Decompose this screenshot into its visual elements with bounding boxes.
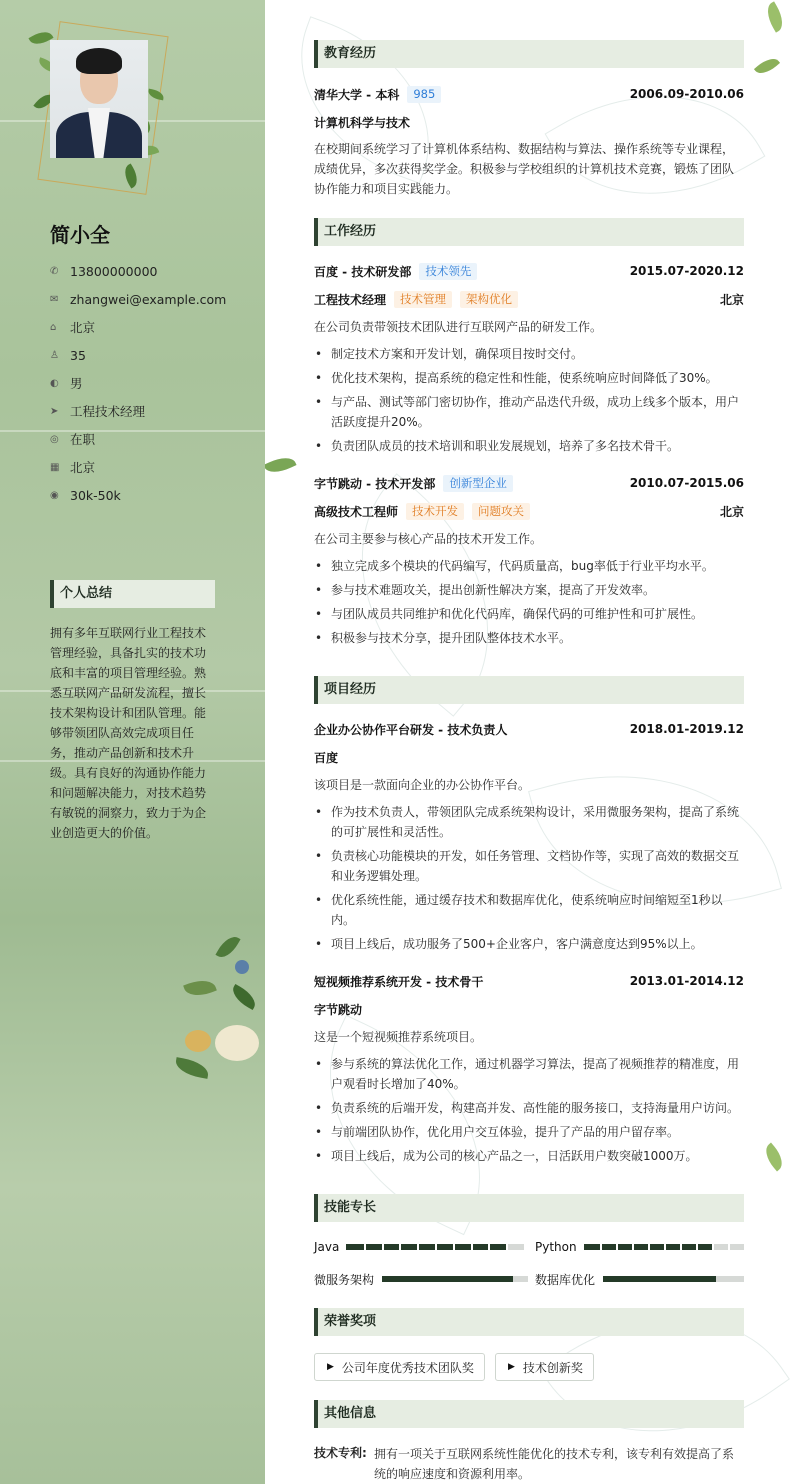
skill-bar-separator — [648, 1244, 650, 1250]
job-1-role-row — [314, 289, 744, 309]
job-2-role-tag: 问题攻关 — [472, 503, 530, 520]
job-1-company: 百度 - 技术研发部 — [314, 264, 412, 279]
job-1-bullet: • 优化技术架构，提高系统的稳定性和性能，使系统响应时间降低了30%。 — [314, 369, 744, 389]
skill-java — [314, 1237, 339, 1257]
award-label: 技术创新奖 — [522, 1360, 583, 1375]
skill-bar-separator — [453, 1244, 455, 1250]
job-1-bullet: • 制定技术方案和开发计划，确保项目按时交付。 — [314, 345, 744, 365]
info-salary — [50, 481, 250, 509]
project-2-bullet: • 参与系统的算法优化工作，通过机器学习算法，提高了视频推荐的精准度，用户观看时长增加了40%。 — [314, 1055, 744, 1094]
home-icon: ⌂ — [50, 321, 57, 333]
project-2-summary: 这是一个短视频推荐系统项目。 — [314, 1030, 483, 1044]
job-1-bullet: • 与产品、测试等部门密切协作，推动产品迭代升级，成功上线多个版本，用户活跃度提升20%。 — [314, 393, 744, 432]
job-2-company-tag: 创新型企业 — [443, 475, 513, 492]
status-icon: ◎ — [50, 433, 59, 445]
skill-bar-separator — [488, 1244, 490, 1250]
skill-bar-separator — [696, 1244, 698, 1250]
job-2-bullet: • 参与技术难题攻关，提出创新性解决方案，提高了开发效率。 — [314, 581, 744, 601]
job-1-date: 2015.07-2020.12 — [629, 264, 744, 278]
job-2-company: 字节跳动 - 技术开发部 — [314, 476, 436, 491]
job-1-summary: 在公司负责带领技术团队进行互联网产品的研发工作。 — [314, 320, 603, 334]
job-2-role-row — [314, 501, 744, 521]
skills-heading: 技能专长 — [314, 1194, 744, 1222]
info-city-text: 北京 — [70, 460, 96, 475]
flower-decoration — [175, 930, 265, 1090]
skill-bar-separator — [382, 1244, 384, 1250]
skill-db-optimization-bar — [603, 1276, 744, 1282]
info-email-text: zhangwei@example.com — [70, 291, 227, 307]
info-gender — [50, 369, 250, 397]
email-icon: ✉ — [50, 293, 59, 305]
job-2-summary: 在公司主要参与核心产品的技术开发工作。 — [314, 532, 543, 546]
education-date: 2006.09-2010.06 — [629, 87, 744, 101]
skill-bar-separator — [728, 1244, 730, 1250]
skill-bar-separator — [712, 1244, 714, 1250]
education-desc: 在校期间系统学习了计算机体系结构、数据结构与算法、操作系统等专业课程，成绩优异，多次获得奖学金。积极参与学校组织的计算机技术竞赛，锻炼了团队协作能力和项目实践能力。 — [314, 142, 735, 196]
skill-bar-separator — [399, 1244, 401, 1250]
project-2-bullet: • 负责系统的后端开发，构建高并发、高性能的服务接口，支持海量用户访问。 — [314, 1099, 744, 1119]
school-name: 清华大学 - 本科 — [314, 87, 400, 102]
summary-heading: 个人总结 — [50, 580, 215, 608]
job-2-city: 北京 — [719, 504, 744, 519]
education-row — [314, 84, 744, 104]
job-2-role: 高级技术工程师 — [314, 504, 399, 519]
project-1-summary: 该项目是一款面向企业的办公协作平台。 — [314, 778, 531, 792]
phone-icon: ✆ — [50, 265, 59, 277]
info-gender-text: 男 — [70, 376, 83, 391]
skill-bar-separator — [600, 1244, 602, 1250]
school-tag: 985 — [407, 86, 441, 103]
skill-microservices — [314, 1269, 374, 1289]
info-position — [50, 397, 250, 425]
info-status-text: 在职 — [70, 432, 96, 447]
main-content — [265, 0, 794, 1484]
job-1-role-tag: 技术管理 — [394, 291, 452, 308]
position-icon: ➤ — [50, 405, 59, 417]
job-1-header — [314, 261, 744, 281]
job-1-role: 工程技术经理 — [314, 292, 387, 307]
project-1-bullet: • 项目上线后，成功服务了500+企业客户，客户满意度达到95%以上。 — [314, 935, 744, 955]
award-item — [495, 1353, 594, 1381]
major-row — [314, 112, 744, 132]
project-2-org-row — [314, 999, 744, 1019]
info-city — [50, 453, 250, 481]
project-1-name: 企业办公协作平台研发 - 技术负责人 — [314, 722, 508, 737]
skill-label: Python — [535, 1240, 577, 1254]
sidebar — [0, 0, 265, 1484]
job-2-header — [314, 473, 744, 493]
project-1-bullet: • 优化系统性能，通过缓存技术和数据库优化，使系统响应时间缩短至1秒以内。 — [314, 891, 744, 930]
project-2-bullet: • 与前端团队协作，优化用户交互体验，提升了产品的用户留存率。 — [314, 1123, 744, 1143]
job-1-company-tag: 技术领先 — [419, 263, 477, 280]
info-age-text: 35 — [70, 347, 86, 363]
project-1-org: 百度 — [314, 750, 339, 765]
project-2-bullet: • 项目上线后，成为公司的核心产品之一，日活跃用户数突破1000万。 — [314, 1147, 744, 1167]
info-phone — [50, 257, 250, 285]
summary-text: 拥有多年互联网行业工程技术管理经验，具备扎实的技术功底和丰富的项目管理经验。熟悉互联网产品研发流程，擅长技术架构设计和团队管理。能够带领团队高效完成项目任务，推动产品创新和技术升级。具有良好的沟通协作能力和问题解决能力，对技术趋势有敏锐的洞察力，致力于为企业创造更大的价值。 — [50, 626, 207, 840]
skill-bar-separator — [632, 1244, 634, 1250]
patent-text: 拥有一项关于互联网系统性能优化的技术专利，该专利有效提高了系统的响应速度和资源利用率。 — [374, 1447, 735, 1481]
info-home-text: 北京 — [70, 320, 96, 335]
skill-bar-separator — [364, 1244, 366, 1250]
project-1-date: 2018.01-2019.12 — [629, 722, 744, 736]
skill-label: Java — [314, 1240, 340, 1254]
award-item — [314, 1353, 485, 1381]
skill-bar-separator — [471, 1244, 473, 1250]
job-2-role-tag: 技术开发 — [406, 503, 464, 520]
play-triangle-icon: ▶ — [327, 1362, 334, 1372]
work-heading: 工作经历 — [314, 218, 744, 246]
project-2-header — [314, 971, 744, 991]
skill-bar-separator — [417, 1244, 419, 1250]
education-heading: 教育经历 — [314, 40, 744, 68]
play-triangle-icon: ▶ — [508, 1362, 515, 1372]
skill-label: 微服务架构 — [314, 1272, 375, 1287]
project-1-header — [314, 719, 744, 739]
job-1-city: 北京 — [719, 292, 744, 307]
major: 计算机科学与技术 — [314, 115, 411, 130]
project-1-bullet: • 负责核心功能模块的开发，如任务管理、文档协作等，实现了高效的数据交互和业务逻辑处理。 — [314, 847, 744, 886]
skill-bar-separator — [506, 1244, 508, 1250]
info-home — [50, 313, 250, 341]
gender-icon: ◐ — [50, 377, 59, 389]
patent-label: 技术专利: — [314, 1446, 367, 1460]
avatar — [50, 40, 148, 158]
skill-label: 数据库优化 — [535, 1272, 596, 1287]
job-1-role-tag: 架构优化 — [460, 291, 518, 308]
job-2-date: 2010.07-2015.06 — [629, 476, 744, 490]
job-2-bullet: • 积极参与技术分享，提升团队整体技术水平。 — [314, 629, 744, 649]
skill-python-bar — [584, 1244, 744, 1250]
age-icon: ♙ — [50, 349, 59, 361]
project-2-org: 字节跳动 — [314, 1002, 363, 1017]
info-position-text: 工程技术经理 — [70, 404, 146, 419]
info-salary-text: 30k-50k — [70, 487, 121, 503]
other-heading: 其他信息 — [314, 1400, 744, 1428]
job-1-bullet: • 负责团队成员的技术培训和职业发展规划，培养了多名技术骨干。 — [314, 437, 744, 457]
job-2-bullet: • 与团队成员共同维护和优化代码库，确保代码的可维护性和可扩展性。 — [314, 605, 744, 625]
awards-heading: 荣誉奖项 — [314, 1308, 744, 1336]
skill-java-bar — [346, 1244, 524, 1250]
skill-microservices-bar — [382, 1276, 528, 1282]
award-label: 公司年度优秀技术团队奖 — [341, 1360, 474, 1375]
skill-bar-separator — [664, 1244, 666, 1250]
info-status — [50, 425, 250, 453]
city-icon: ▦ — [50, 461, 60, 473]
skill-python — [535, 1237, 577, 1257]
project-2-date: 2013.01-2014.12 — [629, 974, 744, 988]
skill-bar-separator — [680, 1244, 682, 1250]
skill-bar-separator — [435, 1244, 437, 1250]
projects-heading: 项目经历 — [314, 676, 744, 704]
project-1-org-row — [314, 747, 744, 767]
salary-icon: ◉ — [50, 489, 59, 501]
info-phone-text: 13800000000 — [70, 263, 158, 279]
photo-wreath — [30, 20, 160, 195]
skill-bar-separator — [616, 1244, 618, 1250]
project-1-bullet: • 作为技术负责人，带领团队完成系统架构设计，采用微服务架构，提高了系统的可扩展性和灵活性。 — [314, 803, 744, 842]
skill-db-optimization — [535, 1269, 595, 1289]
project-2-name: 短视频推荐系统开发 - 技术骨干 — [314, 974, 484, 989]
contact-info-list — [50, 257, 250, 509]
info-age — [50, 341, 250, 369]
profile-name: 简小全 — [50, 223, 110, 247]
info-email — [50, 285, 250, 313]
job-2-bullet: • 独立完成多个模块的代码编写，代码质量高，bug率低于行业平均水平。 — [314, 557, 744, 577]
